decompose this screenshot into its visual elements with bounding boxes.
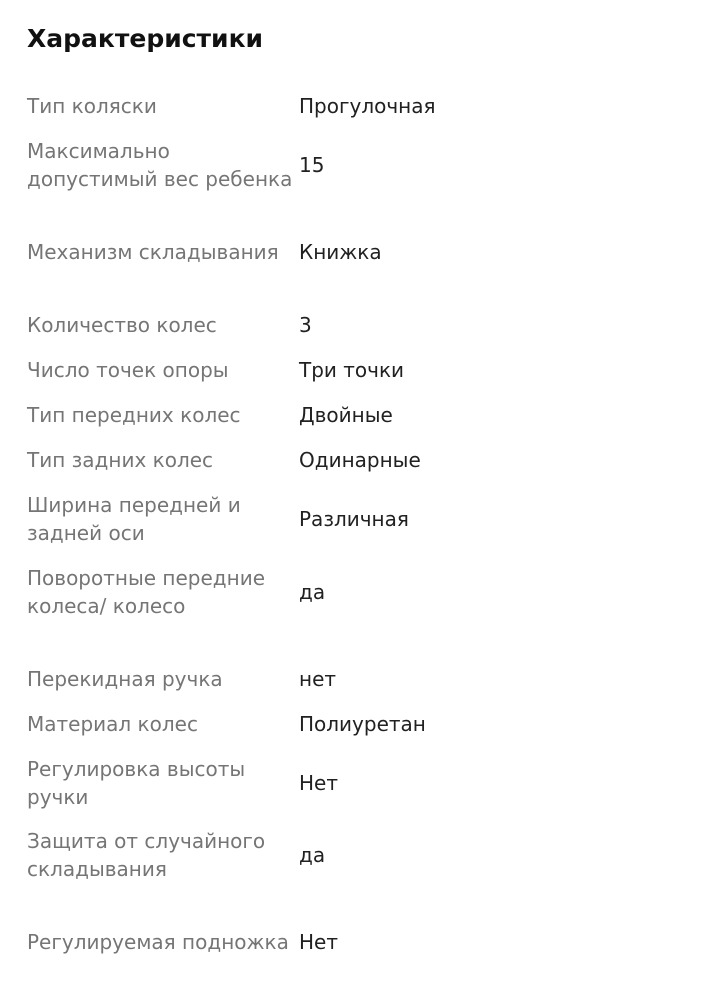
spec-label: Максимально допустимый вес ребенка [27,139,293,191]
spec-value: 3 [299,313,312,337]
spec-value: Нет [299,771,338,795]
spec-value: Одинарные [299,448,421,472]
spec-row-handle-height [27,755,687,811]
section-title: Характеристики [27,24,264,53]
spec-row-reversible-handle [27,665,687,693]
spec-label: Количество колес [27,313,217,337]
spec-label: Регулируемая подножка [27,930,289,954]
spec-row-wheel-count [27,311,687,339]
spec-label: Перекидная ручка [27,667,223,691]
spec-row-fold-lock [27,827,687,883]
spec-value: Книжка [299,240,382,264]
spec-row-rear-wheels [27,446,687,474]
spec-value: 15 [299,153,325,177]
spec-row-axle-width [27,491,687,547]
spec-row-stroller-type [27,92,687,120]
spec-label: Регулировка высоты ручки [27,757,246,809]
spec-row-support-points [27,356,687,384]
spec-label: Тип задних колес [27,448,214,472]
spec-row-swivel-wheels [27,564,687,620]
spec-row-front-wheels [27,401,687,429]
spec-label: Ширина передней и задней оси [27,493,241,545]
spec-label: Защита от случайного складывания [27,829,266,881]
spec-value: Нет [299,930,338,954]
spec-value: да [299,580,326,604]
spec-row-folding-mechanism [27,238,687,266]
spec-label: Механизм складывания [27,240,279,264]
spec-value: Три точки [299,358,405,382]
spec-value: нет [299,667,337,691]
spec-value: Полиуретан [299,712,426,736]
spec-row-wheel-material [27,710,687,738]
spec-value: Различная [299,507,409,531]
spec-label: Тип коляски [27,94,157,118]
spec-label: Тип передних колес [27,403,241,427]
spec-value: Прогулочная [299,94,436,118]
spec-row-max-weight [27,137,687,193]
spec-label: Число точек опоры [27,358,229,382]
spec-value: Двойные [299,403,393,427]
spec-value: да [299,843,326,867]
spec-label: Поворотные передние колеса/ колесо [27,566,265,618]
spec-label: Материал колес [27,712,198,736]
spec-row-adjustable-footrest [27,928,687,956]
